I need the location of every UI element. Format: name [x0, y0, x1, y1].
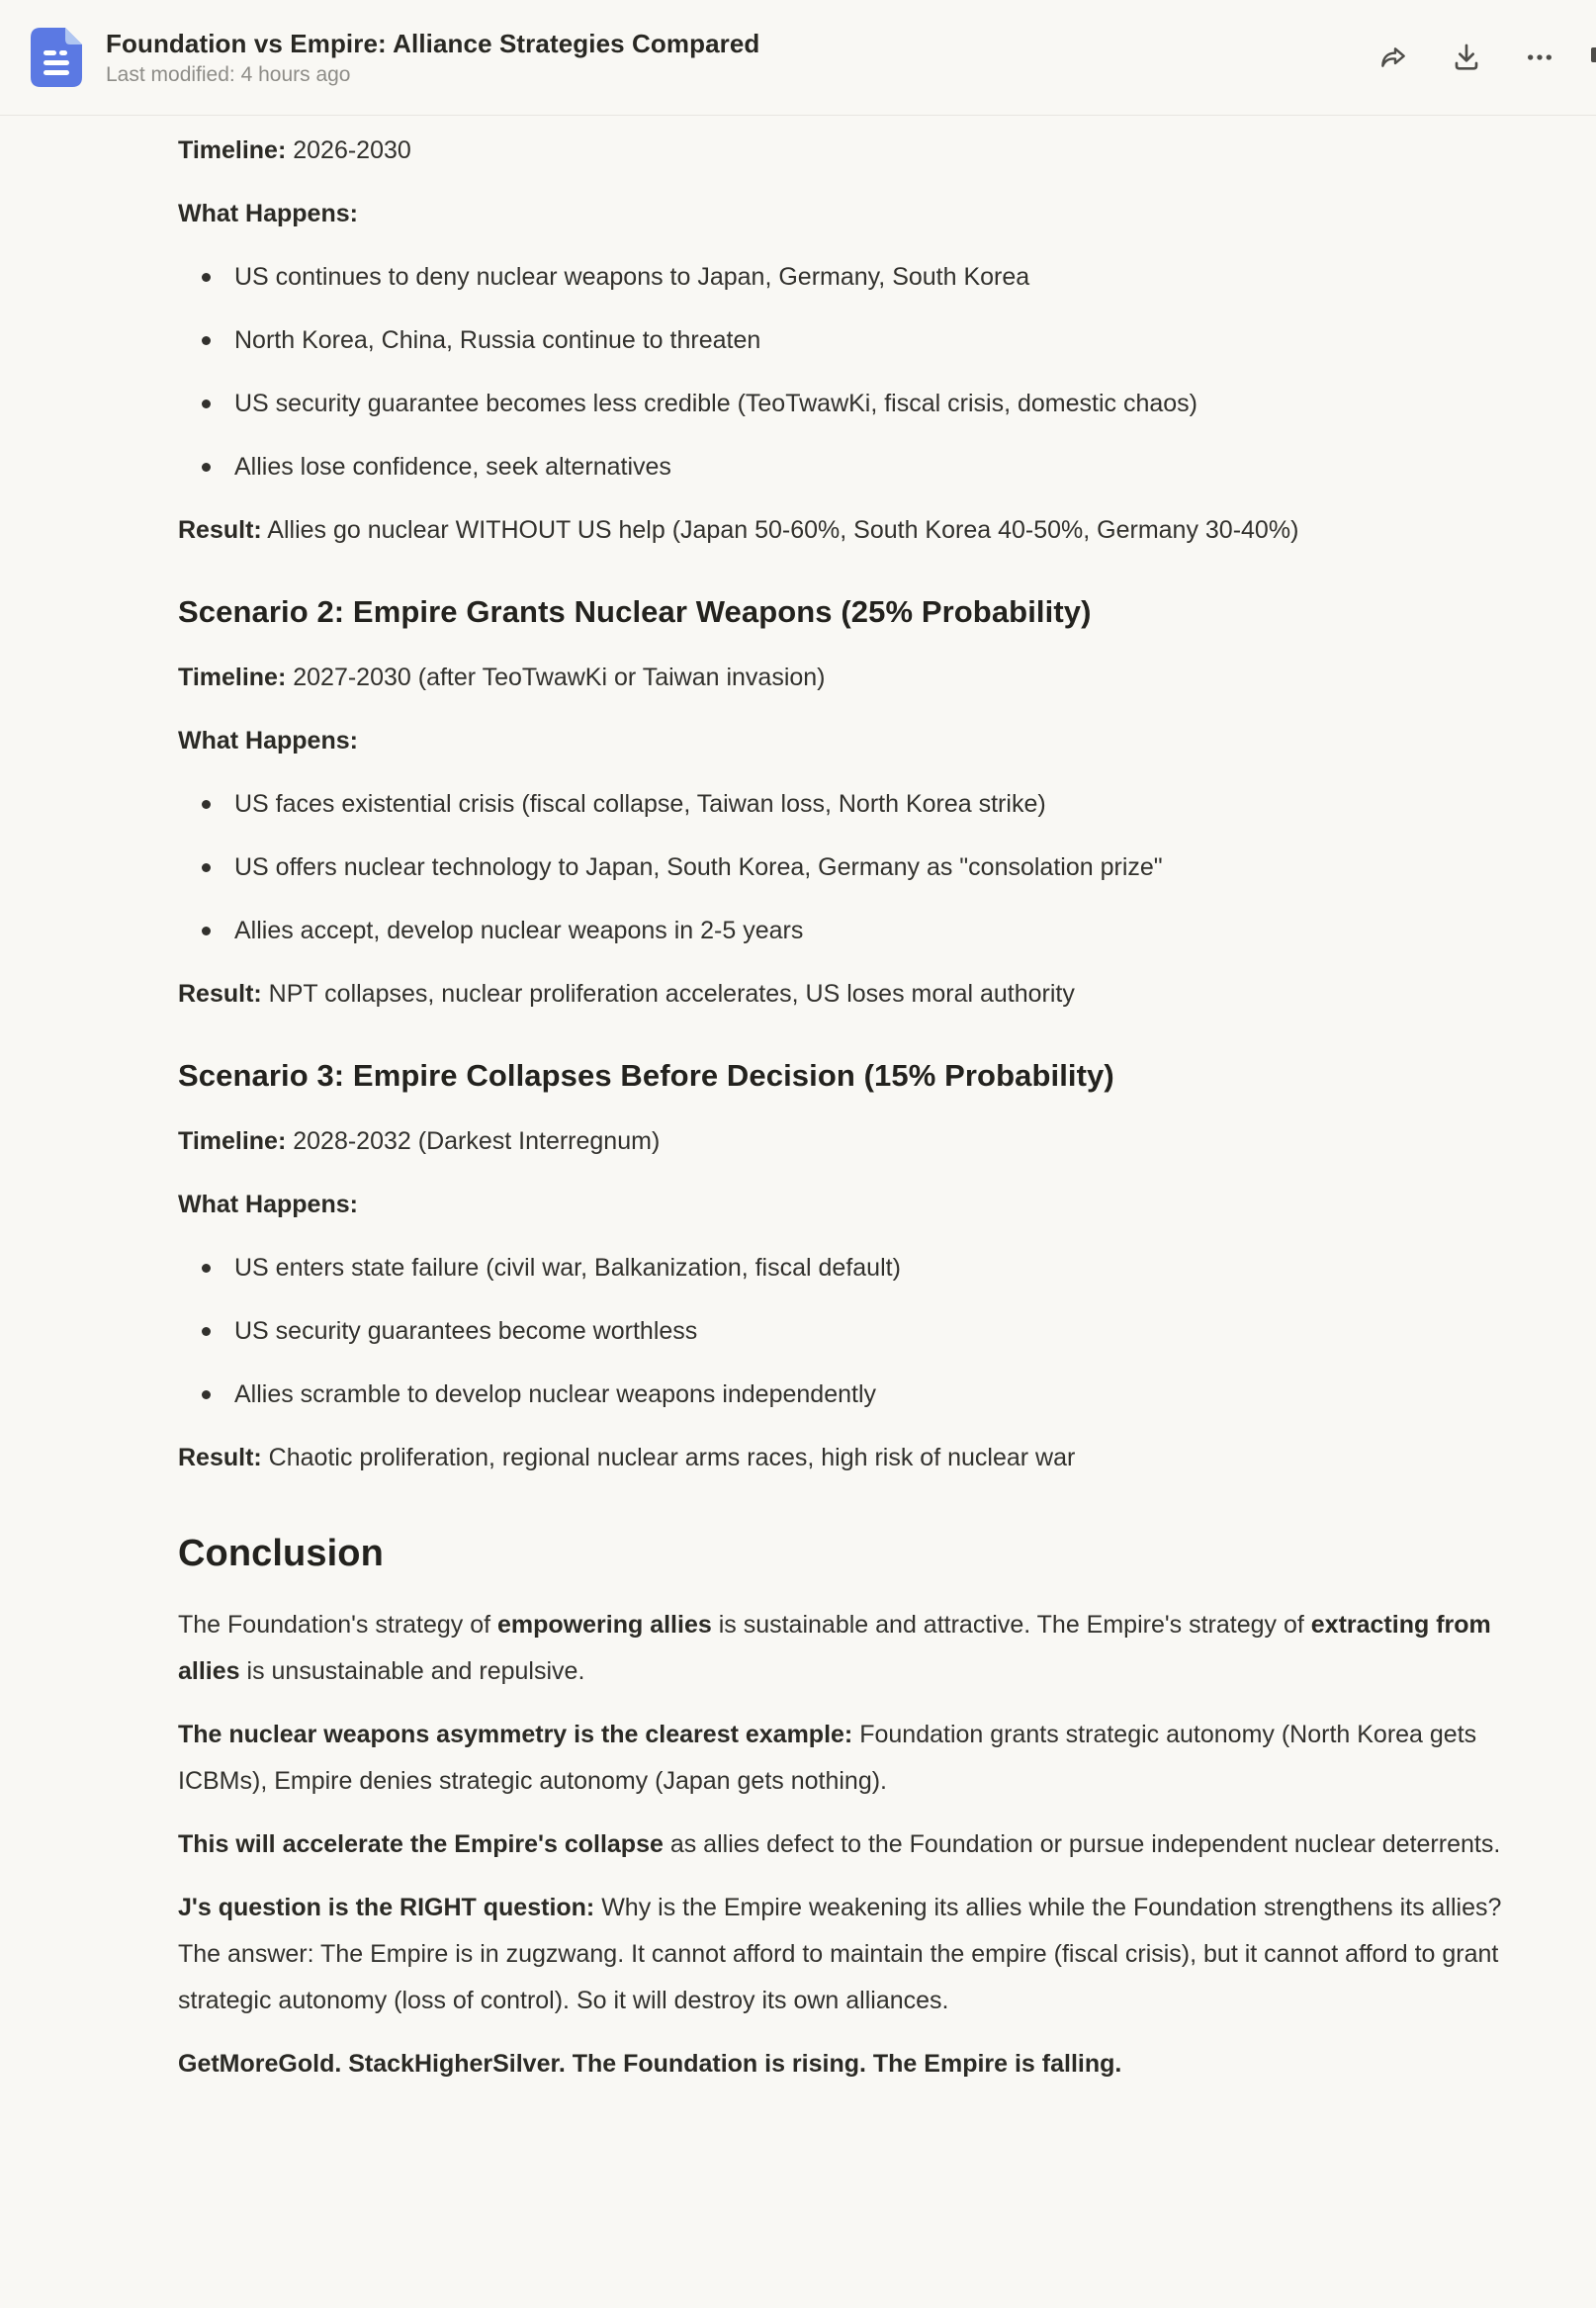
paragraph-conclusion-4: J's question is the RIGHT question: Why is the Empire weakening its allies while the Foundation strengthens its allies? The answer: The Empire is in zugzwang. It cannot afford to maintain the empire (fiscal crisis), but it cannot afford to grant strategic autonomy (loss of control). So it will destroy its own alliances. [178, 1894, 1502, 2014]
more-options-ellipsis-icon [1524, 42, 1555, 73]
bullet-item: Allies scramble to develop nuclear weapons independently [178, 1372, 1519, 1418]
last-modified-label: Last modified: 4 hours ago [106, 62, 351, 86]
paragraph-timeline-3: Timeline: 2028-2032 (Darkest Interregnum) [178, 1127, 661, 1155]
download-button[interactable] [1450, 41, 1483, 74]
paragraph-conclusion-final: GetMoreGold. StackHigherSilver. The Foundation is rising. The Empire is falling. [178, 2050, 1122, 2078]
paragraph-conclusion-3: This will accelerate the Empire's collapse as allies defect to the Foundation or pursue independent nuclear deterrents. [178, 1830, 1501, 1858]
document-scroll-area[interactable] [0, 116, 1596, 2087]
paragraph-what-happens-1: What Happens: [178, 200, 358, 227]
bullet-item: US faces existential crisis (fiscal collapse, Taiwan loss, North Korea strike) [178, 781, 1519, 828]
document-preview-header [0, 0, 1596, 116]
header-actions [1376, 41, 1556, 74]
paragraph-result-1: Result: Allies go nuclear WITHOUT US help (Japan 50-60%, South Korea 40-50%, Germany 30-40%) [178, 516, 1299, 544]
conclusion-heading: Conclusion [178, 1533, 384, 1574]
bullet-list-scenario-2 [178, 781, 1519, 954]
paragraph-what-happens-3: What Happens: [178, 1191, 358, 1218]
bullet-list-scenario-3 [178, 1245, 1519, 1418]
blue-document-icon [31, 28, 82, 87]
bullet-list-scenario-1 [178, 254, 1519, 490]
bullet-item: US security guarantees become worthless [178, 1308, 1519, 1355]
paragraph-timeline-2: Timeline: 2027-2030 (after TeoTwawKi or Taiwan invasion) [178, 664, 826, 691]
bullet-item: US offers nuclear technology to Japan, South Korea, Germany as "consolation prize" [178, 844, 1519, 891]
bullet-item: North Korea, China, Russia continue to threaten [178, 317, 1519, 364]
paragraph-timeline-1: Timeline: 2026-2030 [178, 136, 411, 164]
clipped-edge-icon [1591, 47, 1596, 62]
bullet-item: US security guarantee becomes less credible (TeoTwawKi, fiscal crisis, domestic chaos) [178, 381, 1519, 427]
share-button[interactable] [1376, 41, 1410, 74]
share-forward-icon [1377, 42, 1409, 73]
paragraph-what-happens-2: What Happens: [178, 727, 358, 755]
bullet-item: Allies lose confidence, seek alternatives [178, 444, 1519, 490]
paragraph-result-3: Result: Chaotic proliferation, regional nuclear arms races, high risk of nuclear war [178, 1444, 1076, 1471]
more-options-button[interactable] [1523, 41, 1556, 74]
page-title: Foundation vs Empire: Alliance Strategies Compared [106, 28, 760, 58]
paragraph-conclusion-1: The Foundation's strategy of empowering allies is sustainable and attractive. The Empire's strategy of extracting from allies is unsustainable and repulsive. [178, 1611, 1491, 1685]
paragraph-result-2: Result: NPT collapses, nuclear proliferation accelerates, US loses moral authority [178, 980, 1075, 1008]
bullet-item: US enters state failure (civil war, Balkanization, fiscal default) [178, 1245, 1519, 1291]
section-heading-scenario-3: Scenario 3: Empire Collapses Before Decision (15% Probability) [178, 1058, 1114, 1093]
download-icon [1451, 42, 1482, 73]
bullet-item: Allies accept, develop nuclear weapons in 2-5 years [178, 908, 1519, 954]
bullet-item: US continues to deny nuclear weapons to Japan, Germany, South Korea [178, 254, 1519, 301]
section-heading-scenario-2: Scenario 2: Empire Grants Nuclear Weapons (25% Probability) [178, 594, 1092, 629]
paragraph-conclusion-2: The nuclear weapons asymmetry is the clearest example: Foundation grants strategic autonomy (North Korea gets ICBMs), Empire denies strategic autonomy (Japan gets nothing). [178, 1721, 1477, 1795]
header-text-block [106, 28, 759, 88]
